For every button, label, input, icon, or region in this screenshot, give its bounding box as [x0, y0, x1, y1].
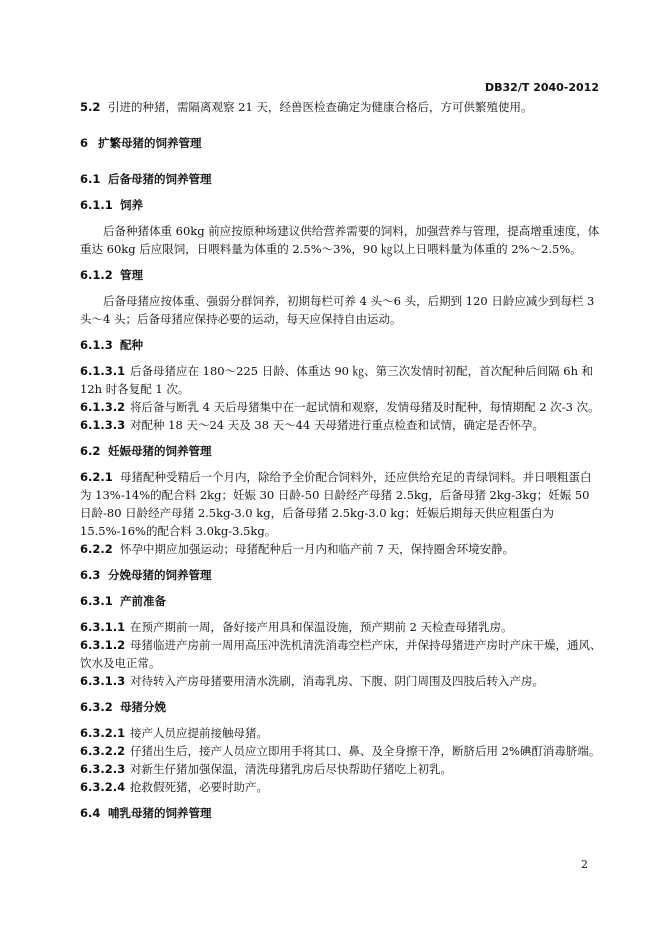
clause-number: 6.3.2.3	[80, 762, 126, 776]
heading-number: 6.1.1	[80, 198, 113, 212]
heading-6-3-2	[80, 698, 602, 716]
document-body	[80, 98, 602, 822]
clause-number: 6.3.2.4	[80, 780, 126, 794]
clause-number: 5.2	[80, 100, 101, 114]
clause-6-3-2-3	[80, 760, 602, 778]
clause-text: 后备母猪应在 180～225 日龄、体重达 90 ㎏、第三次发情时初配，首次配种后间隔 6h 和 12h 时各复配 1 次。	[80, 364, 594, 396]
heading-6-1-3	[80, 336, 602, 354]
clause-text: 在预产期前一周，备好接产用具和保温设施，预产期前 2 天检查母猪乳房。	[130, 620, 513, 634]
clause-number: 6.3.2.2	[80, 744, 126, 758]
clause-6-1-3-1	[80, 362, 602, 398]
heading-number: 6.4	[80, 806, 101, 820]
heading-number: 6.2	[80, 444, 101, 458]
clause-text: 仔猪出生后，接产人员应立即用手将其口、鼻、及全身擦干净，断脐后用 2%碘酊消毒脐端。	[130, 744, 601, 758]
heading-6-1-2	[80, 266, 602, 284]
clause-5-2	[80, 98, 602, 116]
heading-title: 分娩母猪的饲养管理	[108, 568, 212, 582]
clause-number: 6.3.1.1	[80, 620, 126, 634]
clause-6-3-1-2	[80, 636, 602, 672]
clause-text: 抢救假死猪，必要时助产。	[130, 780, 268, 794]
section-heading-6	[80, 134, 602, 152]
heading-title: 饲养	[120, 198, 143, 212]
heading-6-2	[80, 442, 602, 460]
heading-6-1	[80, 170, 602, 188]
heading-title: 配种	[120, 338, 143, 352]
section-number: 6	[80, 136, 89, 150]
clause-text: 母猪配种受精后一个月内，除给予全价配合饲料外，还应供给充足的青绿饲料。并日喂粗蛋白为 13%-14%的配合料 2kg；妊娠 30 日龄-50 日龄经产母猪 2.5kg，后备母猪 2kg-3kg；妊娠 50 日龄-80 日龄经产母猪 2.5kg-3.0 kg，后备母猪 2.5kg-3.0 kg；妊娠后期每天供应粗蛋白为 15.5%-16%的配合料 3.0kg-3.5kg。	[80, 470, 592, 538]
clause-6-1-3-2	[80, 398, 602, 416]
paragraph-management: 后备母猪应按体重、强弱分群饲养，初期每栏可养 4 头～6 头，后期到 120 日龄应减少到每栏 3 头～4 头；后备母猪应保持必要的运动，每天应保持自由运动。	[80, 294, 595, 326]
heading-number: 6.3	[80, 568, 101, 582]
clause-number: 6.2.2	[80, 542, 113, 556]
heading-title: 后备母猪的饲养管理	[108, 172, 212, 186]
heading-6-3-1	[80, 592, 602, 610]
clause-number: 6.3.1.3	[80, 674, 126, 688]
clause-text: 对待转入产房母猪要用清水洗刷，消毒乳房、下腹、阴门周围及四肢后转入产房。	[130, 674, 544, 688]
heading-number: 6.1	[80, 172, 101, 186]
heading-number: 6.3.2	[80, 700, 113, 714]
clause-text: 将后备与断乳 4 天后母猪集中在一起试情和观察，发情母猪及时配种，每情期配 2 次-3 次。	[130, 400, 600, 414]
clause-text: 对配种 18 天～24 天及 38 天～44 天母猪进行重点检查和试情，确定是否怀孕。	[130, 418, 544, 432]
heading-number: 6.1.2	[80, 268, 113, 282]
heading-number: 6.1.3	[80, 338, 113, 352]
clause-text: 怀孕中期应加强运动；母猪配种后一月内和临产前 7 天，保持圈舍环境安静。	[120, 542, 515, 556]
heading-number: 6.3.1	[80, 594, 113, 608]
clause-6-3-2-1	[80, 724, 602, 742]
paragraph-feeding: 后备种猪体重 60kg 前应按原种场建议供给营养需要的饲料，加强营养与管理，提高增重速度，体重达 60kg 后应限饲，日喂料量为体重的 2.5%～3%，90 ㎏以上日喂料量为体重的 2%～2.5%。	[80, 224, 600, 256]
section-title: 扩繁母猪的饲养管理	[98, 136, 202, 150]
clause-number: 6.1.3.2	[80, 400, 126, 414]
heading-title: 产前准备	[120, 594, 166, 608]
clause-6-3-2-4	[80, 778, 602, 796]
clause-text: 母猪临进产房前一周用高压冲洗机清洗消毒空栏产床，并保持母猪进产房时产床干燥，通风、饮水及电正常。	[80, 638, 602, 670]
clause-text: 引进的种猪，需隔离观察 21 天，经兽医检查确定为健康合格后，方可供繁殖使用。	[108, 100, 533, 114]
clause-6-3-1-3	[80, 672, 602, 690]
heading-6-4	[80, 804, 602, 822]
heading-6-1-1	[80, 196, 602, 214]
clause-number: 6.3.2.1	[80, 726, 126, 740]
clause-number: 6.2.1	[80, 470, 113, 484]
heading-title: 哺乳母猪的饲养管理	[108, 806, 212, 820]
clause-text: 对新生仔猪加强保温，清洗母猪乳房后尽快帮助仔猪吃上初乳。	[130, 762, 452, 776]
clause-text: 接产人员应提前接触母猪。	[130, 726, 268, 740]
clause-6-3-1-1	[80, 618, 602, 636]
heading-title: 母猪分娩	[120, 700, 166, 714]
clause-number: 6.1.3.3	[80, 418, 126, 432]
clause-6-2-2	[80, 540, 602, 558]
clause-6-1-3-3	[80, 416, 602, 434]
clause-6-3-2-2	[80, 742, 602, 760]
clause-6-2-1	[80, 468, 602, 540]
clause-number: 6.3.1.2	[80, 638, 126, 652]
clause-number: 6.1.3.1	[80, 364, 126, 378]
document-code: DB32/T 2040-2012	[485, 81, 599, 94]
heading-title: 妊娠母猪的饲养管理	[108, 444, 212, 458]
page-number: 2	[581, 858, 588, 871]
heading-6-3	[80, 566, 602, 584]
heading-title: 管理	[120, 268, 143, 282]
